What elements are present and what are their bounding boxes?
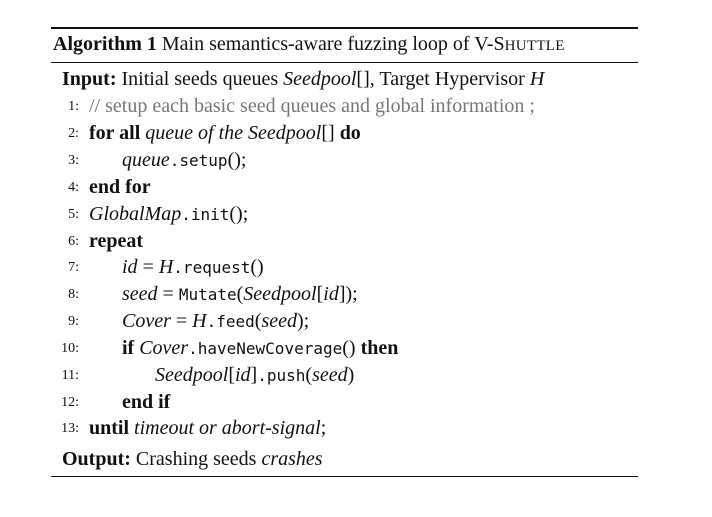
input-var-h: H [529,68,545,90]
bottom-rule [51,476,638,477]
method-request: .request [173,258,251,277]
top-rule [51,27,638,29]
keyword-then: then [360,337,399,359]
call-suffix: () [342,337,356,359]
line-number: 1: [68,99,79,114]
paren-close: ) [347,364,355,386]
paren-open: ( [254,310,262,332]
method-feed: .feed [206,312,255,331]
line-number: 2: [68,126,79,141]
brackets: [] [321,122,335,144]
var-globalmap: GlobalMap [89,203,182,225]
line-code [155,362,354,389]
algorithm-title-smallcaps: HUTTLE [504,38,565,54]
line-number: 10: [61,341,79,356]
algorithm-caption [53,30,565,60]
paren-open: ( [236,283,244,305]
method-init: .init [181,205,230,224]
assign-op: = [157,283,179,305]
line-number: 12: [61,395,79,410]
var-seedpool: Seedpool [243,283,317,305]
comment-text: // setup each basic seed queues and global information ; [89,95,535,117]
keyword-end-if: end if [122,391,171,413]
line-number: 3: [68,153,79,168]
var-id: id [122,256,138,278]
output-text: Crashing seeds [135,448,257,470]
var-seed: seed [261,310,298,332]
var-cover: Cover [139,337,189,359]
output-var-crashes: crashes [261,448,323,470]
middle-rule [51,62,638,63]
line-number: 7: [68,260,79,275]
line-code [89,120,361,147]
assign-op: = [137,256,159,278]
input-keyword: Input: [62,68,117,90]
method-setup: .setup [169,151,228,170]
method-push: .push [257,366,306,385]
line-number: 5: [68,207,79,222]
line-code [89,201,248,228]
line-code [122,281,358,308]
var-h: H [158,256,174,278]
var-h: H [192,310,207,332]
loop-subject: queue of the Seedpool [145,122,322,144]
output-keyword: Output: [62,448,131,470]
function-mutate: Mutate [178,285,237,304]
input-var-seedpool: Seedpool [283,68,357,90]
var-seed: seed [122,283,158,305]
line-code [122,254,264,281]
input-line [62,66,544,92]
line-number: 8: [68,287,79,302]
line-number: 9: [68,314,79,329]
call-suffix: ]); [338,283,358,305]
line-code [122,147,246,174]
call-suffix: (); [227,149,247,171]
var-seed: seed [312,364,348,386]
keyword-until: until [89,417,130,439]
until-condition: timeout or abort-signal [134,417,321,439]
var-id: id [323,283,339,305]
algorithm-label: Algorithm 1 [53,33,157,55]
var-id: id [234,364,251,386]
keyword-repeat: repeat [89,230,144,252]
keyword-end-for: end for [89,176,151,198]
line-number: 13: [61,421,79,436]
keyword-do: do [339,122,361,144]
var-cover: Cover [122,310,171,332]
assign-op: = [170,310,193,332]
line-number: 6: [68,234,79,249]
paren-open: ( [305,364,313,386]
line-code [122,335,398,362]
output-line [62,446,323,472]
call-suffix: (); [229,203,249,225]
line-number: 11: [61,368,79,383]
method-havenewcoverage: .haveNewCoverage [188,339,343,358]
keyword-if: if [122,337,135,359]
var-queue: queue [122,149,170,171]
call-suffix: () [250,256,264,278]
bracket-open: [ [228,364,235,386]
line-code [89,415,326,442]
var-seedpool: Seedpool [155,364,229,386]
line-code [122,308,309,335]
input-brackets: [], [356,68,375,90]
keyword-for-all: for all [89,122,141,144]
bracket-close: ] [250,364,258,386]
bracket-open: [ [316,283,324,305]
input-text-2: Target Hypervisor [379,68,525,90]
algorithm-title: Main semantics-aware fuzzing loop of V-S [161,33,505,55]
call-suffix: ); [297,310,310,332]
line-number: 4: [68,180,79,195]
semicolon: ; [320,417,327,439]
input-text-1: Initial seeds queues [121,68,279,90]
